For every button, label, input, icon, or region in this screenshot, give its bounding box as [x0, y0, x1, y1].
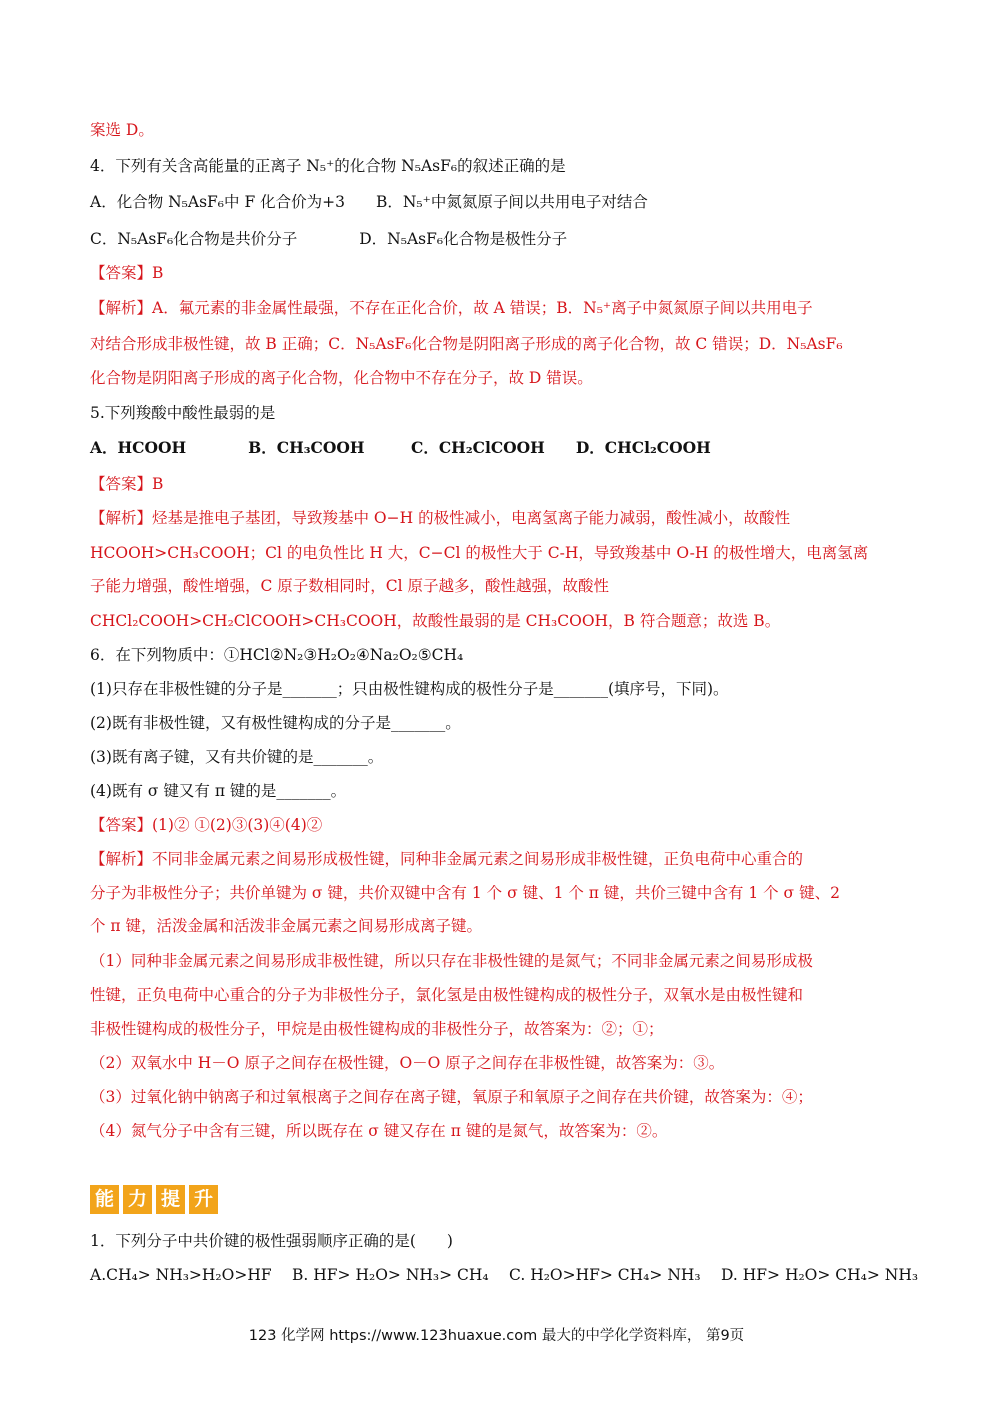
section-banner [90, 1185, 218, 1214]
text-line: 分子为非极性分子；共价单键为 σ 键，共价双键中含有 1 个 σ 键、1 个 π 键，共价三键中含有 1 个 σ 键、2 [90, 884, 840, 902]
text-line: A.CH₄> NH₃>H₂O>HF B. HF> H₂O> NH₃> CH₄ C. H₂O>HF> CH₄> NH₃ D. HF> H₂O> CH₄> NH₃ [90, 1266, 919, 1284]
banner-char: 力 [123, 1185, 152, 1214]
text-line: (3)既有离子键，又有共价键的是_______。 [90, 748, 384, 766]
text-line: 【解析】烃基是推电子基团，导致羧基中 O−H 的极性减小，电离氢离子能力减弱，酸性减小，故酸性 [90, 509, 791, 527]
banner-char: 提 [156, 1185, 185, 1214]
text-line: 对结合形成非极性键，故 B 正确；C．N₅AsF₆化合物是阴阳离子形成的离子化合物，故 C 错误；D．N₅AsF₆ [90, 335, 843, 353]
banner-char: 升 [189, 1185, 218, 1214]
text-line: A．化合物 N₅AsF₆中 F 化合价为+3 B．N₅⁺中氮氮原子间以共用电子对结合 [90, 193, 648, 211]
text-line: CHCl₂COOH>CH₂ClCOOH>CH₃COOH，故酸性最弱的是 CH₃COOH，B 符合题意；故选 B。 [90, 612, 781, 630]
text-line: 1．下列分子中共价键的极性强弱顺序正确的是( ) [90, 1232, 453, 1250]
text-line: 4．下列有关含高能量的正离子 N₅⁺的化合物 N₅AsF₆的叙述正确的是 [90, 157, 566, 175]
text-line: 【答案】(1)② ①(2)③(3)④(4)② [90, 816, 323, 834]
text-line: 子能力增强，酸性增强，C 原子数相同时，Cl 原子越多，酸性越强，故酸性 [90, 577, 610, 595]
text-line: 【答案】B [90, 475, 164, 493]
text-line: 案选 D。 [90, 121, 154, 139]
text-line: （1）同种非金属元素之间易形成非极性键，所以只存在非极性键的是氮气；不同非金属元素之间易形成极 [90, 952, 813, 970]
text-line: 【解析】A．氟元素的非金属性最强，不存在正化合价，故 A 错误；B．N₅⁺离子中氮氮原子间以共用电子 [90, 299, 813, 317]
text-line: (4)既有 σ 键又有 π 键的是_______。 [90, 782, 347, 800]
text-line: C．N₅AsF₆化合物是共价分子 D．N₅AsF₆化合物是极性分子 [90, 230, 568, 248]
text-line: 【解析】不同非金属元素之间易形成极性键，同种非金属元素之间易形成非极性键，正负电荷中心重合的 [90, 850, 804, 868]
text-line: 性键，正负电荷中心重合的分子为非极性分子，氯化氢是由极性键构成的极性分子，双氧水是由极性键和 [90, 986, 804, 1004]
text-line: （2）双氧水中 H－O 原子之间存在极性键，O－O 原子之间存在非极性键，故答案为：③。 [90, 1054, 725, 1072]
text-line: （4）氮气分子中含有三键，所以既存在 σ 键又存在 π 键的是氮气，故答案为：②。 [90, 1122, 668, 1140]
text-line: (2)既有非极性键，又有极性键构成的分子是_______。 [90, 714, 461, 732]
text-line: （3）过氧化钠中钠离子和过氧根离子之间存在离子键，氧原子和氧原子之间存在共价键，故答案为：④； [90, 1088, 813, 1106]
text-line: HCOOH>CH₃COOH；Cl 的电负性比 H 大，C−Cl 的极性大于 C-H，导致羧基中 O-H 的极性增大，电离氢离 [90, 544, 869, 562]
text-line: (1)只存在非极性键的分子是_______；只由极性键构成的极性分子是_______(填序号，下同)。 [90, 680, 729, 698]
text-line: A．HCOOH B．CH₃COOH C．CH₂ClCOOH D．CHCl₂COOH [90, 438, 711, 457]
banner-char: 能 [90, 1185, 119, 1214]
text-line: 个 π 键，活泼金属和活泼非金属元素之间易形成离子键。 [90, 917, 483, 935]
text-line: 【答案】B [90, 264, 164, 282]
text-line: 非极性键构成的极性分子，甲烷是由极性键构成的非极性分子，故答案为：②；①； [90, 1020, 664, 1038]
text-line: 化合物是阴阳离子形成的离子化合物，化合物中不存在分子，故 D 错误。 [90, 369, 593, 387]
text-line: 6．在下列物质中：①HCl②N₂③H₂O₂④Na₂O₂⑤CH₄ [90, 646, 464, 664]
page-footer: 123 化学网 https://www.123huaxue.com 最大的中学化学资料库， 第9页 [248, 1328, 745, 1344]
text-line: 5.下列羧酸中酸性最弱的是 [90, 404, 276, 422]
